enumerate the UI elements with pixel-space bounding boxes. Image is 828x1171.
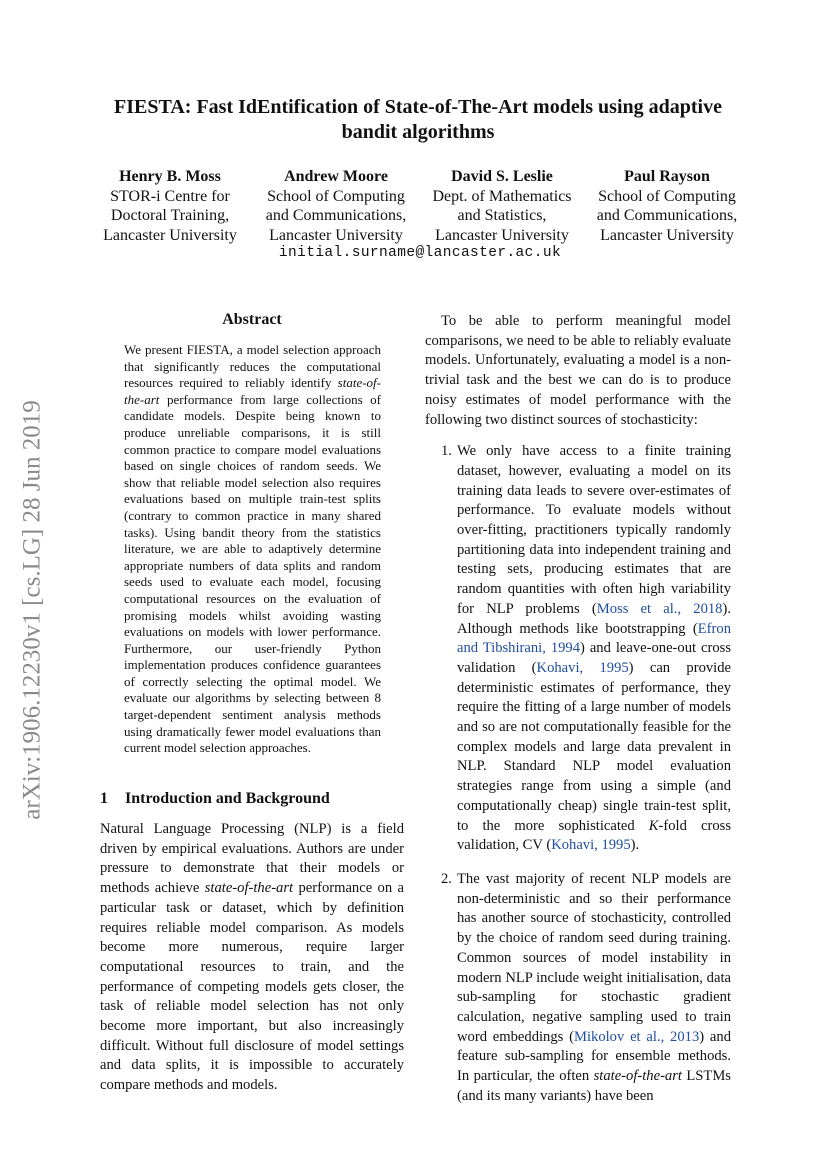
author-affiliation: Doctoral Training, — [110, 207, 230, 224]
list-marker: 2. — [441, 870, 452, 887]
author-affiliation: and Statistics, — [457, 207, 547, 224]
author-4 — [587, 167, 747, 245]
abstract-emphasis: state-of-the-art — [124, 375, 381, 407]
citation-link[interactable]: Kohavi, 1995 — [551, 837, 631, 854]
author-affiliation: STOR-i Centre for — [110, 187, 230, 205]
author-affiliation: and Communications, — [265, 207, 407, 224]
abstract-heading: Abstract — [222, 311, 282, 328]
intro-text: performance on a particular task or dataset, which by definition requires reliable model comparison. As models become more numerous, require larger computational resources to train, and the performance of competing models gets closer, the task of reliable model selection has not only become more important, but also increasingly difficult. Without full disclosure of model settings and data splits, it is impossible to accurately compare methods and models. — [100, 880, 404, 1094]
citation-link[interactable]: Moss et al., 2018 — [596, 600, 723, 617]
abstract-body — [124, 342, 381, 757]
list-text: ) and leave-one-out cross validation ( — [457, 640, 731, 676]
list-text: ) can provide deterministic estimates of performance, they require the fitting of a large number of models and so are not computationally feasible for the complex models and large data prevalent in NLP. Standard NLP model evaluation strategies range from using a simple (and computationally cheap) single train-test split, to the more sophisticated — [457, 659, 731, 834]
section-number: 1 — [100, 790, 108, 807]
arxiv-stamp-text: arXiv:1906.12230v1 [cs.LG] 28 Jun 2019 — [19, 400, 46, 820]
intro-text: Natural Language Processing (NLP) is a field driven by empirical evaluations. Authors are under pressure to demonstrate that their models or methods achieve — [100, 821, 404, 897]
author-2 — [256, 167, 416, 245]
author-affiliation: and Communications, — [596, 207, 738, 224]
stochasticity-list — [425, 442, 731, 1106]
author-email: initial.surname@lancaster.ac.uk — [278, 245, 562, 261]
list-text: The vast majority of recent NLP models are non-deterministic and so their performance has another source of stochasticity, controlled by the choice of random seed during training. Common sources of model instability in modern NLP include weight initialisation, data sub-sampling for stochastic gradient calculation, negative sampling used to train word embeddings ( — [457, 870, 731, 1045]
right-column — [425, 312, 731, 1120]
author-affiliation: Lancaster University — [103, 226, 237, 244]
list-emphasis: state-of-the-art — [593, 1068, 682, 1085]
list-text: -fold cross validation, CV ( — [457, 817, 731, 854]
citation-link[interactable]: Kohavi, 1995 — [536, 659, 629, 676]
abstract-text: We present FIESTA, a model selection approach that significantly reduces the computational resources required to reliably identify — [124, 342, 381, 391]
author-affiliation: School of Computing — [598, 187, 736, 205]
author-affiliation: Lancaster University — [435, 226, 569, 244]
intro-emphasis: state-of-the-art — [204, 880, 294, 897]
author-name: David S. Leslie — [451, 168, 553, 185]
section-heading — [100, 790, 404, 808]
section-title: Introduction and Background — [125, 790, 330, 807]
author-name: Paul Rayson — [624, 168, 710, 185]
paper-title: FIESTA: Fast IdEntification of State-of-The-Art models using adaptive bandit algorithms — [114, 96, 722, 143]
author-name: Henry B. Moss — [119, 168, 221, 185]
author-3 — [422, 167, 582, 245]
list-text: We only have access to a finite training dataset, however, evaluating a model on its training data leads to severe over-estimates of performance. To evaluate models without over-fitting, practitioners typically randomly partitioning data into independent training and testing sets, producing estimates that are random quantities with often high variability for NLP problems ( — [457, 443, 731, 617]
list-item — [425, 442, 731, 856]
math-symbol: K — [648, 817, 659, 834]
author-affiliation: Lancaster University — [600, 226, 734, 244]
author-name: Andrew Moore — [284, 168, 388, 185]
list-text: ) and feature sub-sampling for ensemble methods. In particular, the often — [457, 1028, 731, 1085]
citation-link[interactable]: Mikolov et al., 2013 — [574, 1028, 700, 1045]
arxiv-stamp — [10, 368, 56, 852]
author-affiliation: Dept. of Mathematics — [432, 187, 572, 205]
list-text: ). Although methods like bootstrapping ( — [457, 600, 731, 637]
right-intro-paragraph: To be able to perform meaningful model comparisons, we need to be able to reliably evaluate models. Unfortunately, evaluating a model is a non-trivial task and the best we can do is to produce noisy estimates of model performance with the following two distinct sources of stochasticity: — [425, 313, 731, 428]
list-marker: 1. — [441, 443, 452, 460]
list-text: ). — [630, 837, 640, 854]
citation-link[interactable]: Efron and Tibshirani, 1994 — [457, 620, 731, 657]
abstract-text: performance from large collections of candidate models. Despite being known to produce unreliable comparisons, it is still common practice to compare model evaluations based on single choices of random seeds. We show that reliable model selection also requires evaluations based on multiple train-test splits (contrary to common practice in many shared tasks). Using bandit theory from the statistics literature, we are able to adaptively determine appropriate numbers of data splits and random seeds used to evaluate each model, focusing computational resources on the evaluation of promising models whilst avoiding wasting evaluations on models with lower performance. Furthermore, our user-friendly Python implementation produces confidence guarantees of correctly selecting the optimal model. We evaluate our algorithms by selecting between 8 target-dependent sentiment analysis methods using dramatically fewer model evaluations than current model selection approaches. — [124, 391, 382, 756]
list-item — [425, 870, 731, 1106]
author-affiliation: Lancaster University — [269, 226, 403, 244]
author-affiliation: School of Computing — [267, 187, 405, 205]
intro-paragraph — [100, 820, 404, 1096]
author-1 — [90, 167, 250, 245]
list-text: LSTMs (and its many variants) have been — [457, 1068, 731, 1104]
